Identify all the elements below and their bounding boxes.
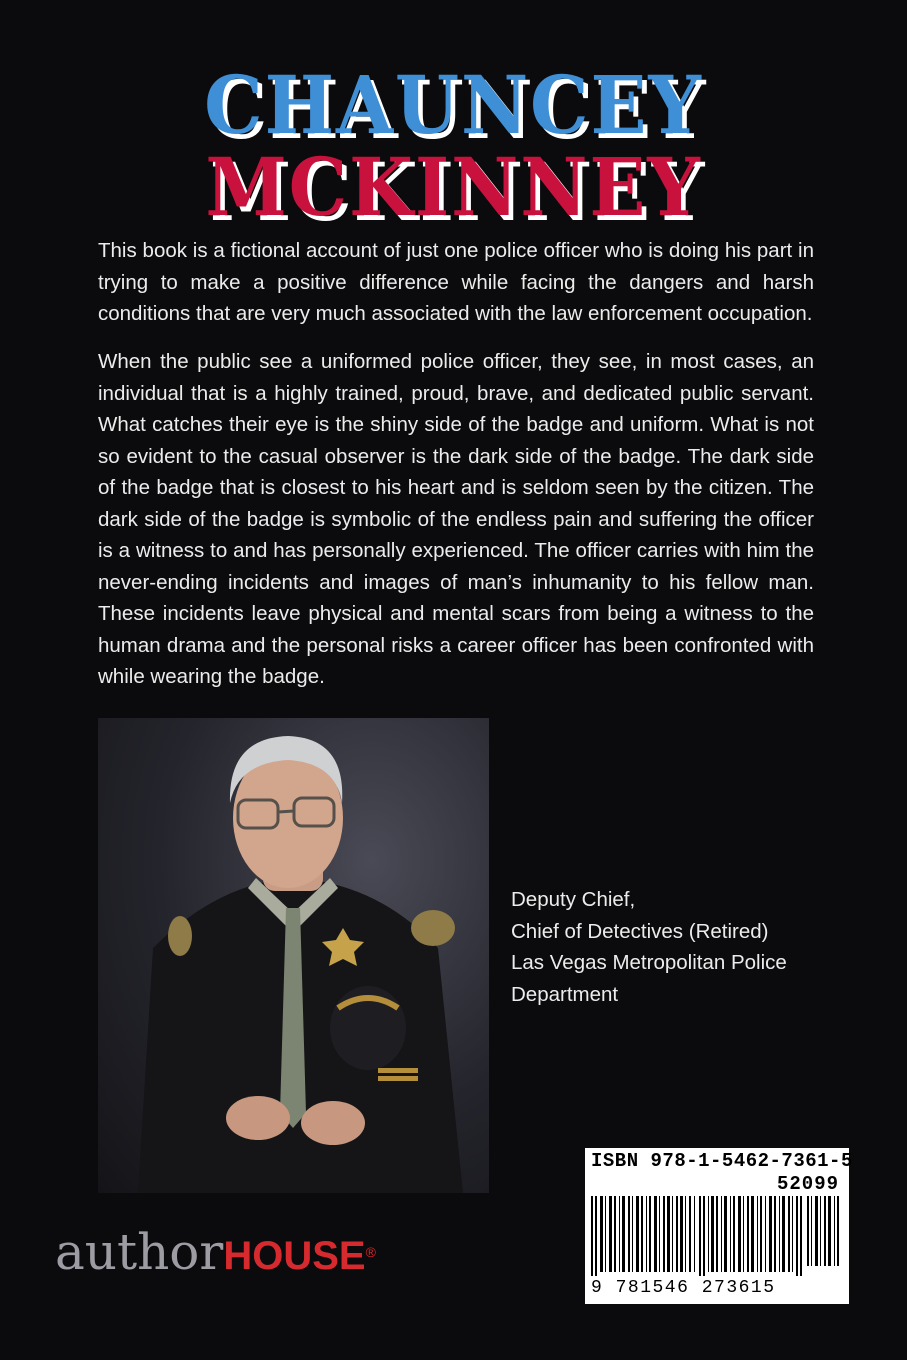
author-portrait-illustration (98, 718, 489, 1193)
isbn-number: ISBN 978-1-5462-7361-5 (591, 1150, 853, 1172)
title-last-name: MCKINNEY (205, 140, 702, 234)
caption-line-2: Chief of Detectives (Retired) (511, 919, 769, 943)
title-first-name: CHAUNCEY (204, 58, 703, 152)
publisher-registered-mark: ® (365, 1244, 376, 1260)
publisher-logo-part-2: HOUSE (223, 1234, 366, 1278)
author-photo (98, 718, 489, 1193)
publisher-logo (55, 1222, 376, 1286)
caption-line-3: Las Vegas Metropolitan Police (511, 951, 787, 974)
barcode-bars (591, 1196, 843, 1276)
author-caption (511, 884, 787, 1010)
blurb-paragraph-1: This book is a fictional account of just one police officer who is doing his part in trying to make a positive difference while facing the dangers and harsh conditions that are very much associated with the law enforcement occupation. (98, 239, 814, 325)
caption-line-4: Department (511, 982, 619, 1006)
caption-line-1: Deputy Chief, (511, 888, 636, 911)
isbn-barcode (585, 1148, 853, 1304)
barcode-digits: 9 781546 273615 (591, 1278, 776, 1298)
barcode-price-code: 52099 (776, 1173, 839, 1195)
publisher-logo-part-1: author (55, 1223, 224, 1281)
blurb-paragraph-2: When the public see a uniformed police officer, they see, in most cases, an individual that is a highly trained, proud, brave, and dedicated public servant. What catches their eye is the shiny side of the badge and uniform. What is not so evident to the casual observer is the dark side of the badge. The dark side of the badge that is closest to his heart and is seldom seen by the citizen. The dark side of the badge is symbolic of the endless pain and suffering the officer is a witness to and has personally experienced. The officer carries with him the never-ending incidents and images of man’s inhumanity to his fellow man. These incidents leave physical and mental scars from being a witness to the human drama and the personal risks a career officer has been confronted with while wearing the badge. (98, 350, 814, 688)
